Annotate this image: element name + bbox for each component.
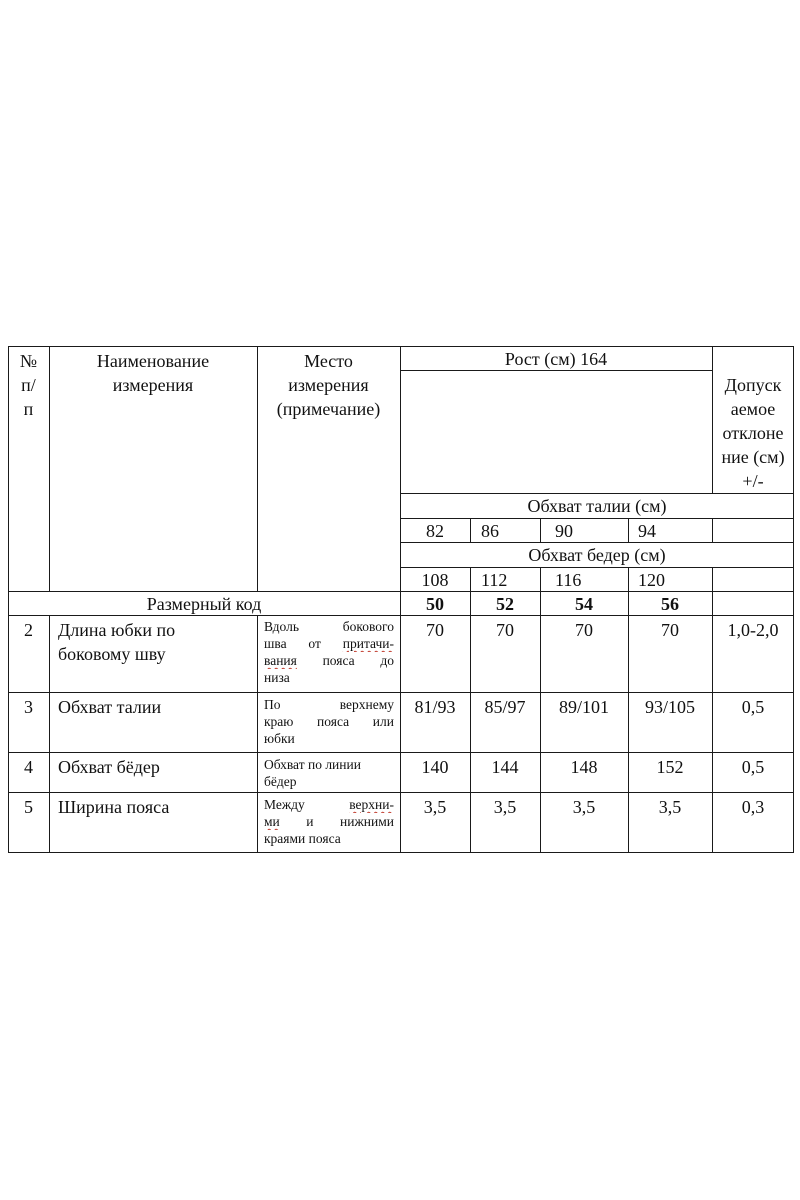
- header-waist: Обхват талии (см): [527, 496, 667, 516]
- note-line: Вдоль бокового: [264, 619, 394, 634]
- note-line: юбки: [264, 731, 295, 746]
- header-height: Рост (см) 164: [504, 349, 608, 369]
- note-line: вания пояса до: [264, 653, 394, 668]
- row-number: 5: [24, 797, 33, 817]
- grid-line: [8, 692, 794, 693]
- size-code: 50: [426, 594, 444, 614]
- header-tolerance-line-5: +/-: [742, 471, 764, 491]
- size-code: 52: [496, 594, 514, 614]
- row-number: 4: [24, 757, 33, 777]
- measurement-name: Обхват талии: [58, 697, 162, 717]
- row-number: 3: [24, 697, 33, 717]
- size-code: 54: [575, 594, 593, 614]
- note-line: Обхват по линии: [264, 757, 361, 772]
- grid-line: [628, 518, 629, 542]
- header-place-line-1: Место: [304, 351, 353, 371]
- value-cell: 144: [491, 757, 519, 777]
- hips-value: 108: [421, 570, 449, 590]
- value-cell: 152: [656, 757, 684, 777]
- note-line: Между верхни-: [264, 797, 394, 812]
- waist-value: 82: [426, 521, 444, 541]
- grid-line: [257, 615, 258, 853]
- header-name-line-1: Наименование: [96, 351, 210, 371]
- value-cell: 70: [426, 620, 444, 640]
- value-cell: 70: [661, 620, 679, 640]
- header-place-line-3: (примечание): [276, 399, 381, 419]
- value-cell: 93/105: [644, 697, 695, 717]
- measurement-note: [264, 618, 394, 686]
- header-tolerance-line-3: отклоне: [722, 423, 784, 443]
- header-place-line-2: измерения: [288, 375, 369, 395]
- table-border-bottom: [8, 852, 794, 853]
- header-tolerance-line-2: аемое: [730, 399, 776, 419]
- value-cell: 3,5: [658, 797, 682, 817]
- hips-value: 116: [555, 570, 582, 590]
- value-cell: 140: [421, 757, 449, 777]
- value-cell: 70: [496, 620, 514, 640]
- value-cell: 70: [575, 620, 593, 640]
- size-code-label: Размерный код: [146, 594, 262, 614]
- header-name-line-2: измерения: [112, 375, 194, 395]
- header-tolerance-line-1: Допуск: [724, 375, 782, 395]
- value-cell: 3,5: [572, 797, 596, 817]
- grid-line: [49, 615, 50, 853]
- measurement-name: Ширина пояса: [58, 797, 170, 817]
- value-cell: 3,5: [493, 797, 517, 817]
- value-cell: 89/101: [558, 697, 609, 717]
- header-num-line-3: п: [23, 399, 34, 419]
- measurement-note: [264, 696, 394, 747]
- measurement-note: [264, 796, 394, 847]
- grid-line: [540, 518, 541, 542]
- value-cell: 81/93: [414, 697, 456, 717]
- note-line: шва от притачи-: [264, 636, 394, 651]
- measurement-name: боковому шву: [58, 644, 166, 664]
- waist-value: 94: [638, 521, 656, 541]
- measurement-name: Длина юбки по: [58, 620, 176, 640]
- measurement-name: Обхват бёдер: [58, 757, 160, 777]
- header-num-line-1: №: [19, 351, 38, 371]
- note-line: бёдер: [264, 774, 297, 789]
- grid-line: [8, 792, 794, 793]
- grid-line: [470, 518, 471, 542]
- measurement-note: [264, 756, 394, 790]
- hips-value: 120: [638, 570, 665, 590]
- tolerance-cell: 1,0-2,0: [727, 620, 779, 640]
- value-cell: 148: [570, 757, 598, 777]
- size-code: 56: [661, 594, 679, 614]
- row-number: 2: [24, 620, 33, 640]
- tolerance-cell: 0,5: [741, 757, 765, 777]
- grid-line: [8, 752, 794, 753]
- note-line: краю пояса или: [264, 714, 394, 729]
- waist-value: 90: [555, 521, 573, 541]
- header-hips: Обхват бедер (см): [528, 545, 666, 565]
- note-line: ми и нижними: [264, 814, 394, 829]
- note-line: По верхнему: [264, 697, 394, 712]
- value-cell: 3,5: [423, 797, 447, 817]
- note-line: низа: [264, 670, 290, 685]
- waist-value: 86: [481, 521, 499, 541]
- header-num-line-2: п/: [21, 375, 36, 395]
- grid-line: [712, 518, 713, 542]
- hips-value: 112: [481, 570, 508, 590]
- note-line: краями пояса: [264, 831, 341, 846]
- value-cell: 85/97: [484, 697, 526, 717]
- tolerance-cell: 0,3: [741, 797, 765, 817]
- tolerance-cell: 0,5: [741, 697, 765, 717]
- header-tolerance-line-4: ние (см): [721, 447, 785, 467]
